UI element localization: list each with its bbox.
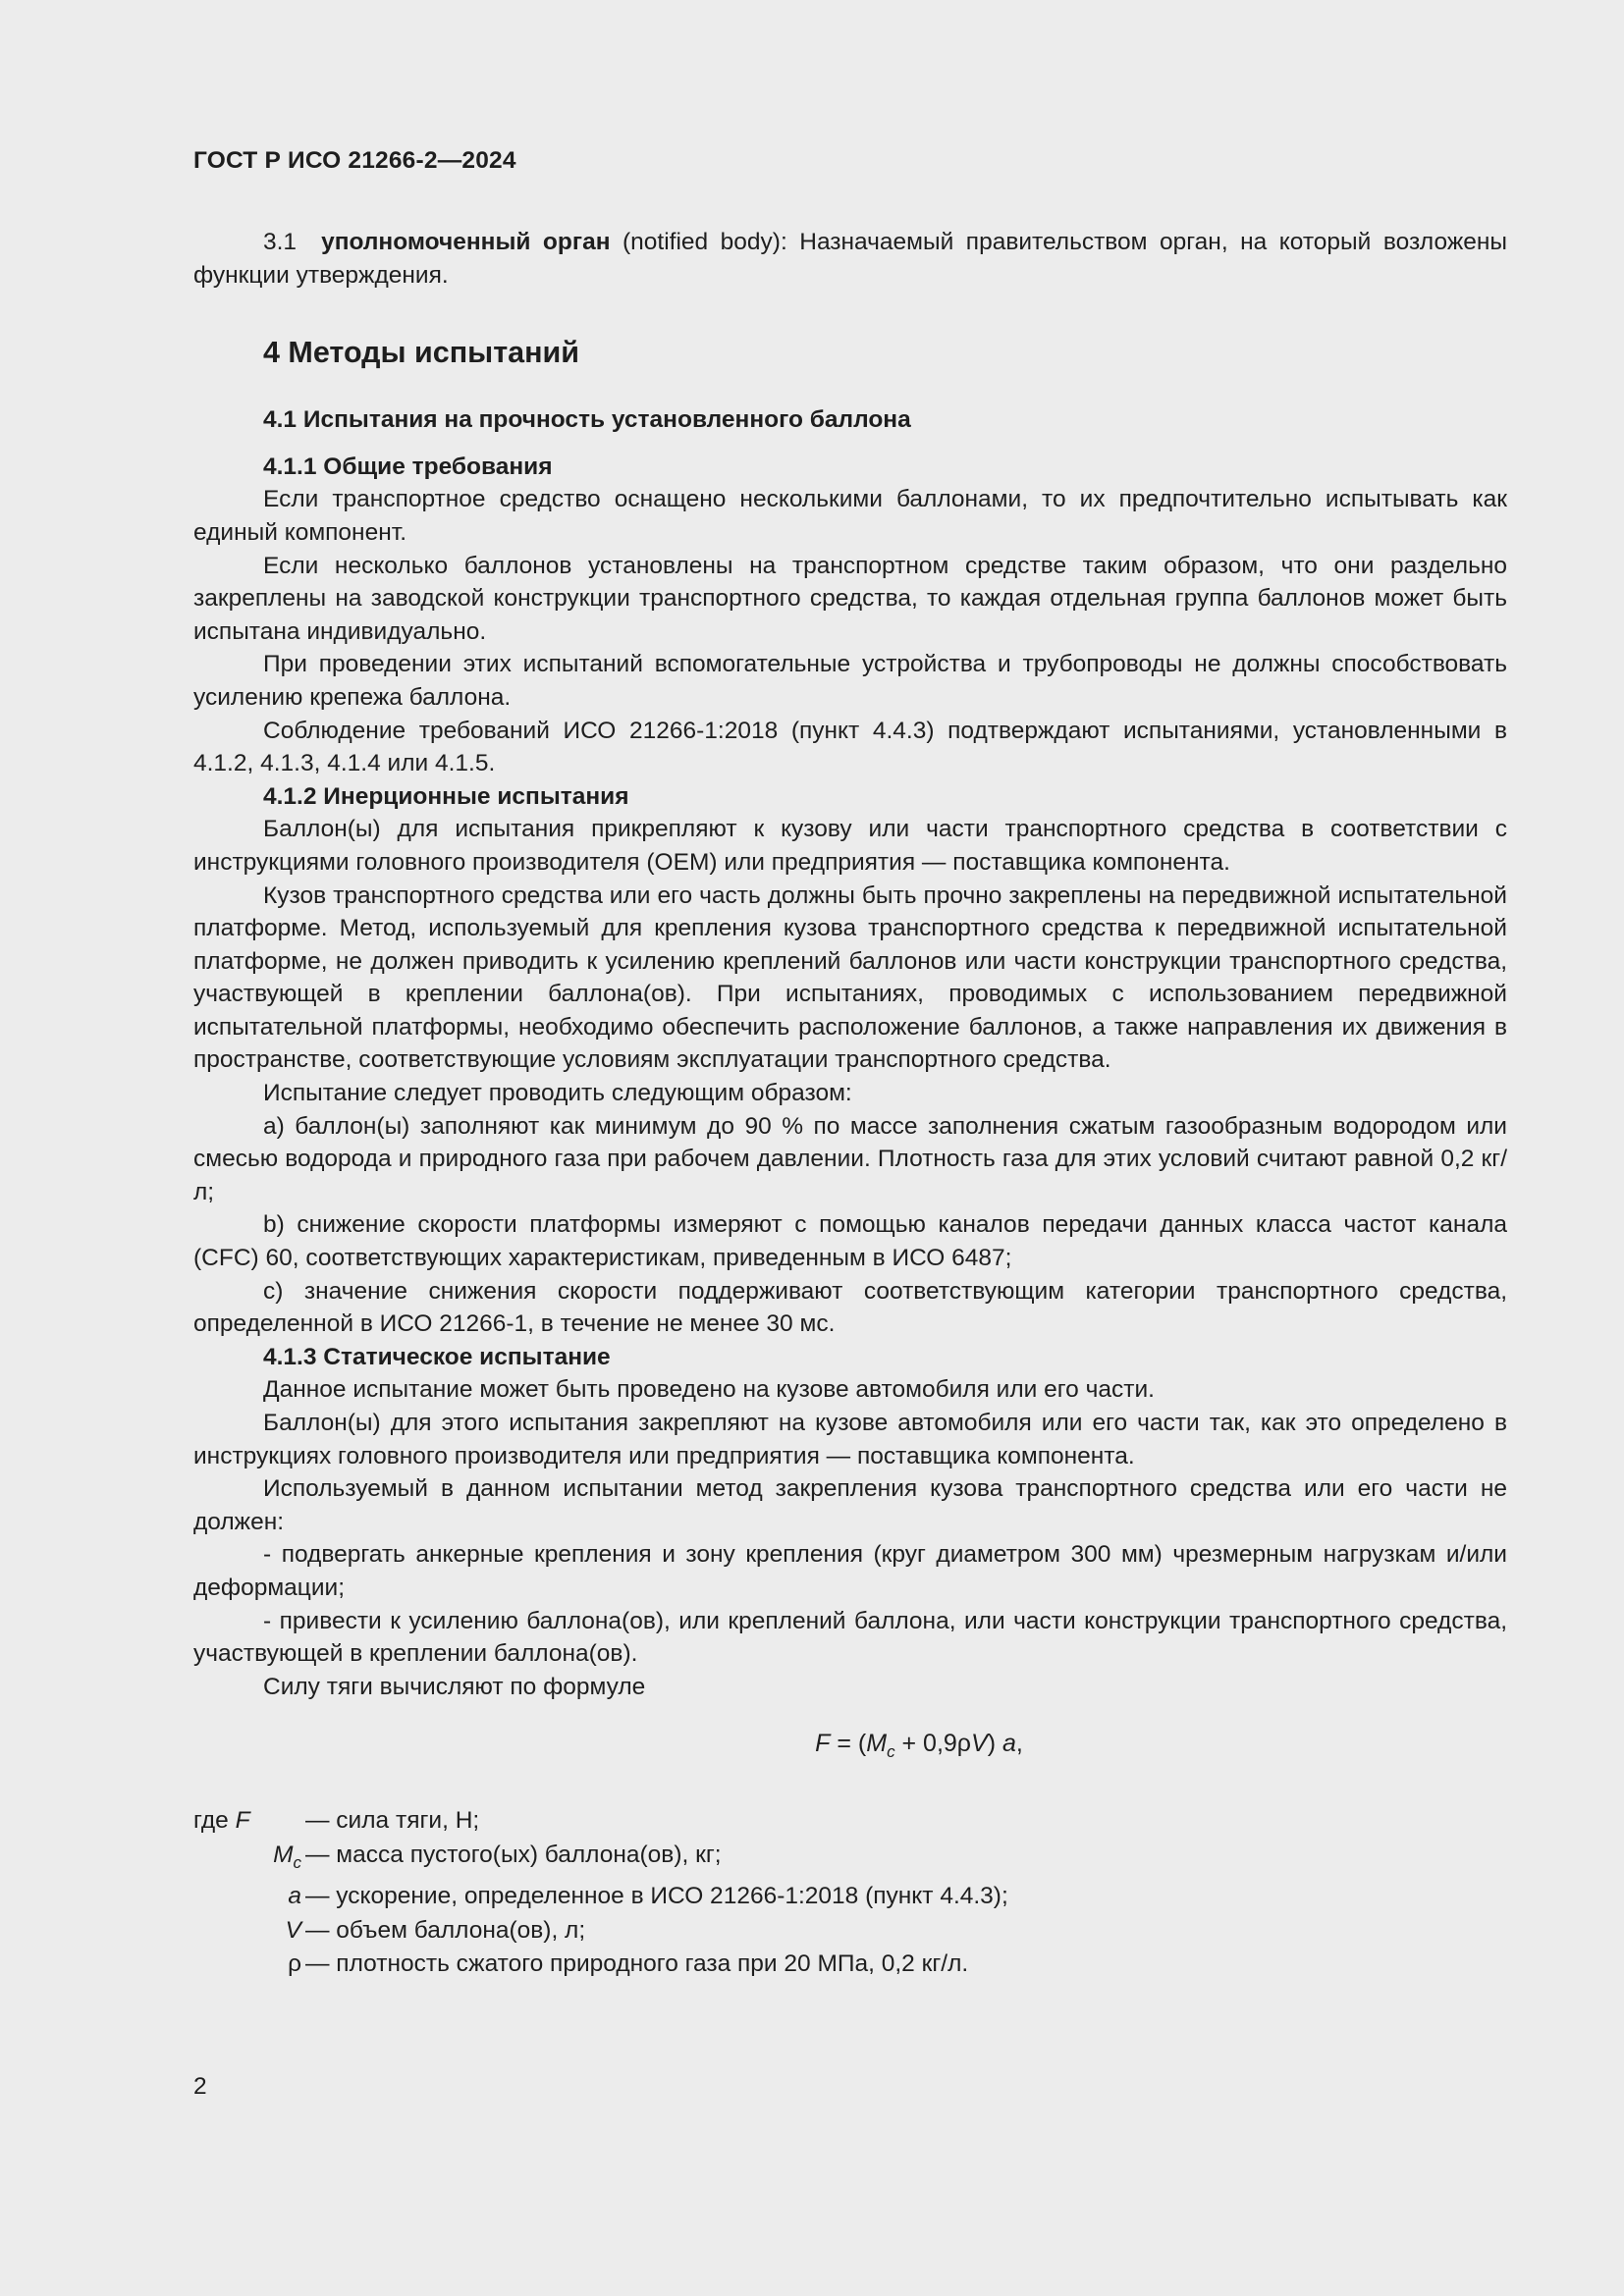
formula-symbol: V	[971, 1730, 988, 1758]
formula-text: + 0,9ρ	[894, 1730, 972, 1758]
definition-3-1	[193, 226, 1507, 292]
definition-symbol: F	[235, 1807, 250, 1835]
formula-text: = (	[830, 1730, 867, 1758]
paragraph: Данное испытание может быть проведено на кузове автомобиля или его части.	[263, 1376, 1155, 1404]
document-header: ГОСТ Р ИСО 21266-2—2024	[193, 147, 516, 174]
formula-text: )	[987, 1730, 1002, 1758]
formula-definitions	[193, 1804, 1507, 1982]
formula	[193, 1727, 1507, 1769]
paragraph: Баллон(ы) для этого испытания закрепляют на кузове автомобиля или его части так, как это определено в инструкциях головного производителя или предприятия — поставщика компонента.	[193, 1410, 1507, 1469]
definition-symbol: M	[273, 1841, 294, 1868]
dash-list-item: - привести к усилению баллона(ов), или креплений баллона, или части конструкции транспортного средства, участвующей в креплении баллона(ов).	[193, 1607, 1507, 1668]
section-4-1-heading: 4.1 Испытания на прочность установленного баллона	[263, 406, 911, 434]
paragraph: Силу тяги вычисляют по формуле	[263, 1673, 646, 1700]
definition-subscript: c	[293, 1852, 301, 1872]
definition-text: — масса пустого(ых) баллона(ов), кг;	[305, 1841, 722, 1868]
paragraph: При проведении этих испытаний вспомогательные устройства и трубопроводы не должны способствовать усилению крепежа баллона.	[193, 651, 1507, 711]
definition-row	[193, 1804, 1507, 1839]
formula-text: ,	[1015, 1730, 1023, 1758]
paragraph: Если транспортное средство оснащено несколькими баллонами, то их предпочтительно испытывать как единый компонент.	[193, 486, 1507, 546]
formula-symbol: F	[815, 1730, 831, 1758]
definition-row	[193, 1839, 1507, 1881]
definition-text: (notified body): Назначаемый правительством орган, на который возложены функции утверждения.	[193, 229, 1507, 289]
list-item-c: c) значение снижения скорости поддерживают соответствующим категории транспортного средства, определенной в ИСО 21266-1, в течение не менее 30 мс.	[193, 1277, 1507, 1338]
page-content	[193, 226, 1507, 1982]
paragraph: Используемый в данном испытании метод закрепления кузова транспортного средства или его части не должен:	[193, 1475, 1507, 1535]
definition-text: — ускорение, определенное в ИСО 21266-1:2018 (пункт 4.4.3);	[305, 1883, 1008, 1910]
page-number: 2	[193, 2073, 207, 2100]
definition-row	[193, 1948, 1507, 1982]
formula-subscript: c	[887, 1742, 895, 1762]
paragraph: Испытание следует проводить следующим образом:	[263, 1080, 852, 1107]
paragraph: Баллон(ы) для испытания прикрепляют к кузову или части транспортного средства в соответствии с инструкциями головного производителя (OEM) или предприятия — поставщика компонента.	[193, 816, 1507, 876]
definition-number: 3.1	[263, 229, 298, 255]
dash-list-item: - подвергать анкерные крепления и зону крепления (круг диаметром 300 мм) чрезмерным нагрузкам и/или деформации;	[193, 1541, 1507, 1601]
formula-symbol: a	[1002, 1730, 1016, 1758]
list-item-b: b) снижение скорости платформы измеряют с помощью каналов передачи данных класса частот канала (CFC) 60, соответствующих характеристикам, приведенным в ИСО 6487;	[193, 1211, 1507, 1272]
list-item-a: a) баллон(ы) заполняют как минимум до 90 % по массе заполнения сжатым газообразным водородом или смесью водорода и природного газа при рабочем давлении. Плотность газа для этих условий считают равной 0,2 кг/л;	[193, 1112, 1507, 1205]
definition-symbol: a	[288, 1883, 301, 1910]
definition-text: — сила тяги, Н;	[305, 1807, 480, 1835]
section-4-1-2-heading: 4.1.2 Инерционные испытания	[263, 782, 629, 810]
definition-row	[193, 1914, 1507, 1949]
section-4-1-3-heading: 4.1.3 Статическое испытание	[263, 1343, 611, 1370]
definition-symbol: V	[285, 1916, 301, 1944]
definition-term: уполномоченный орган	[321, 229, 611, 255]
definition-text: — плотность сжатого природного газа при 20 МПа, 0,2 кг/л.	[305, 1950, 969, 1978]
where-label: где	[193, 1807, 229, 1835]
definition-row	[193, 1880, 1507, 1914]
section-4-1-1-heading: 4.1.1 Общие требования	[263, 453, 553, 480]
definition-text: — объем баллона(ов), л;	[305, 1916, 586, 1944]
definition-symbol: ρ	[288, 1950, 301, 1978]
paragraph: Соблюдение требований ИСО 21266-1:2018 (пункт 4.4.3) подтверждают испытаниями, установленными в 4.1.2, 4.1.3, 4.1.4 или 4.1.5.	[193, 717, 1507, 777]
section-4-heading: 4 Методы испытаний	[263, 336, 580, 370]
formula-symbol: M	[866, 1730, 888, 1758]
paragraph: Если несколько баллонов установлены на транспортном средстве таким образом, что они раздельно закреплены на заводской конструкции транспортного средства, то каждая отдельная группа баллонов может быть испытана индивидуально.	[193, 552, 1507, 645]
paragraph: Кузов транспортного средства или его часть должны быть прочно закреплены на передвижной испытательной платформе. Метод, используемый для крепления кузова транспортного средства к передвижной испытательной платформе, не должен приводить к усилению креплений баллонов или части конструкции транспортного средства, участвующей в креплении баллона(ов). При испытаниях, проводимых с использованием передвижной испытательной платформы, необходимо обеспечить расположение баллонов, а также направления их движения в пространстве, соответствующие условиям эксплуатации транспортного средства.	[193, 881, 1507, 1074]
